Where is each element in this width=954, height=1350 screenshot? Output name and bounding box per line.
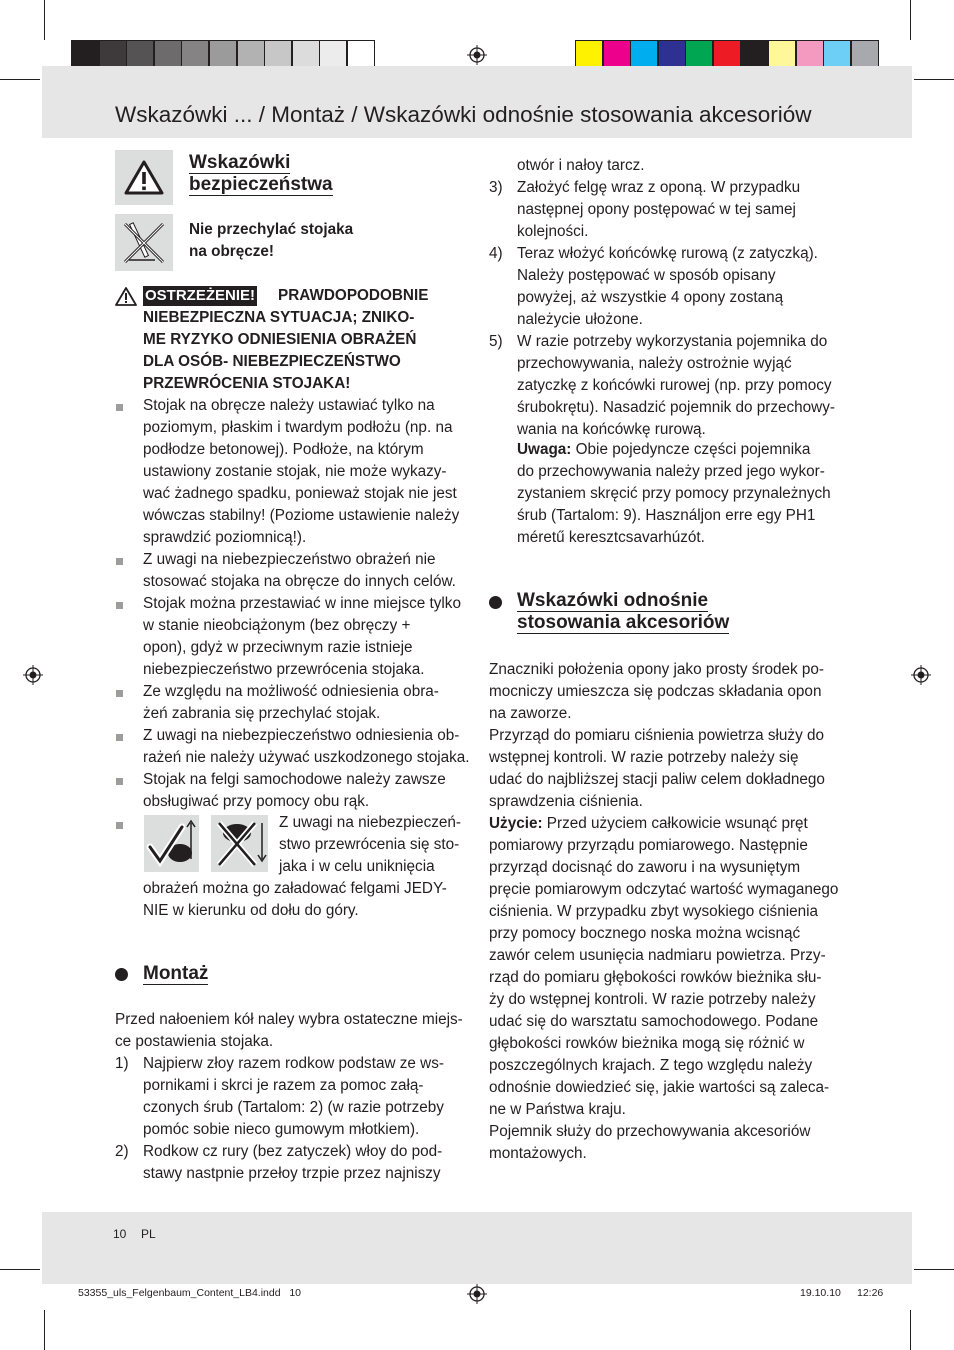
color-swatch — [768, 40, 796, 69]
paragraph-line: montażowych. — [489, 1145, 587, 1162]
bullet-line: niebezpieczeństwo przewrócenia stojaka. — [143, 661, 425, 678]
step-number: 3) — [489, 179, 503, 196]
step-text — [517, 331, 835, 441]
load-bad-icon-box — [211, 815, 268, 872]
crop-mark — [0, 79, 40, 80]
color-swatch — [630, 40, 658, 69]
step-line: Należy postępować w sposób opisany — [517, 267, 776, 284]
step-line: kolejności. — [517, 223, 589, 240]
color-swatch — [713, 40, 741, 69]
warning-triangle-icon — [115, 287, 137, 306]
paragraph-line: udać do najbliższej stacji paliw celem dokładnego — [489, 771, 825, 788]
bullet-text — [143, 769, 446, 813]
paragraph-line: zawór celem usunięcia nadmiaru powietrza. Przy- — [489, 947, 826, 964]
bullet-line: obrażeń można go załadować felgami JEDY- — [143, 880, 447, 897]
step-line: śrubokrętu). Nasadzić pojemnik do przechowy- — [517, 399, 835, 416]
registration-mark-icon — [911, 665, 931, 685]
paragraph-line: rząd do pomiaru głębokości rowków bieżnika słu- — [489, 969, 822, 986]
crop-mark — [910, 1310, 911, 1350]
bullet-text — [143, 593, 461, 681]
color-swatch — [181, 40, 209, 69]
section-bullet — [115, 968, 128, 981]
page-number: 10 — [113, 1227, 127, 1241]
load-wrong-icon — [211, 815, 268, 872]
paragraph-line: udać się do warsztatu samochodowego. Podane — [489, 1013, 819, 1030]
note-paragraph: Uwaga: Obie pojedyncze części pojemnika — [517, 441, 811, 458]
load-ok-icon-box — [144, 815, 199, 872]
bullet-line: Z uwagi na niebezpieczeń- — [279, 814, 461, 831]
section-bullet — [489, 596, 502, 609]
step-number: 1) — [115, 1055, 129, 1072]
paragraph-line: Pojemnik służy do przechowywania akcesoriów — [489, 1123, 811, 1140]
step-continuation: otwór i nałoy tarcz. — [517, 157, 645, 174]
warning-triangle-icon — [115, 150, 173, 205]
step-text — [143, 1141, 442, 1185]
bullet-line: Ze względu na możliwość odniesienia obra- — [143, 683, 439, 700]
bullet-line: NIE w kierunku od dołu do góry. — [143, 902, 359, 919]
language-code: PL — [141, 1227, 156, 1241]
color-swatch — [154, 40, 182, 69]
accessories-paragraph-2 — [489, 835, 838, 1165]
color-swatch — [347, 40, 375, 69]
step-line: stawy nastpnie przełoy trzpie przez najniszy — [143, 1165, 441, 1182]
print-date: 19.10.10 — [800, 1287, 841, 1299]
bullet-square — [116, 558, 123, 565]
load-from-bottom-icon — [144, 815, 199, 872]
bullet-line: w stanie nieobciążonym (bez obręczy + — [143, 617, 411, 634]
usage-paragraph: Użycie: Przed użyciem całkowicie wsunąć pręt — [489, 815, 808, 832]
bullet-text — [143, 549, 456, 593]
file-slug: 53355_uls_Felgenbaum_Content_LB4.indd 10 — [78, 1287, 302, 1299]
paragraph-line: Znaczniki położenia opony jako prosty środek po- — [489, 661, 825, 678]
print-time: 12:26 — [857, 1287, 884, 1299]
bullet-text — [143, 725, 470, 769]
color-swatch — [741, 40, 769, 69]
step-line: Najpierw złoy razem rodkow podstaw ze ws- — [143, 1055, 444, 1072]
paragraph-line: ne w Państwa kraju. — [489, 1101, 626, 1118]
note-line: zystaniem skręcić przy pomocy przynależnych — [517, 485, 831, 502]
crop-mark — [914, 1269, 954, 1270]
bullet-line: Stojak na felgi samochodowe należy zawsze — [143, 771, 446, 788]
paragraph-line: ży do wstępnej kontroli. W razie potrzeby należy — [489, 991, 816, 1008]
registration-mark-icon — [467, 45, 487, 65]
bullet-square — [116, 778, 123, 785]
warning-icon-box — [115, 150, 173, 205]
bullet-line: Stojak można przestawiać w inne miejsce tylko — [143, 595, 461, 612]
color-swatch — [126, 40, 154, 69]
crop-mark — [914, 79, 954, 80]
bullet-line: Stojak na obręcze należy ustawiać tylko na — [143, 397, 435, 414]
color-swatch — [823, 40, 851, 69]
footer-band — [42, 1212, 912, 1284]
bullet-square — [116, 690, 123, 697]
color-swatch — [99, 40, 127, 69]
bullet-line: podłodze betonowej). Podłoże, na którym — [143, 441, 424, 458]
color-swatch — [796, 40, 824, 69]
bullet-line: rażeń nie należy używać uszkodzonego stojaka. — [143, 749, 470, 766]
intro-line: ce postawienia stojaka. — [115, 1033, 274, 1050]
bullet-square — [116, 602, 123, 609]
bullet-line: jaka i w celu uniknięcia — [279, 858, 435, 875]
paragraph-line: mocniczy umieszcza się podczas składania opon — [489, 683, 822, 700]
paragraph-line: poszczególnych krajach. Z tego względu należy — [489, 1057, 813, 1074]
bullet-text — [143, 681, 439, 725]
step-line: czonych śrub (Tartalom: 2) (w razie potrzeby — [143, 1099, 444, 1116]
last-bullet-side-text — [279, 812, 461, 878]
color-swatch — [851, 40, 879, 69]
crop-mark — [44, 0, 45, 40]
step-line: zatyczkę z końcówki rurowej (np. przy pomocy — [517, 377, 832, 394]
step-line: następnej opony postępować w tej samej — [517, 201, 796, 218]
bullet-square — [116, 734, 123, 741]
paragraph-line: pręcie pomiarowym odczytać wartość wymaganego — [489, 881, 839, 898]
step-line: wania na końcówkę rurową. — [517, 421, 706, 438]
paragraph-line: na zaworze. — [489, 705, 572, 722]
paragraph-line: przy pomocy bocznego noska można wcisnąć — [489, 925, 801, 942]
color-swatch — [209, 40, 237, 69]
bullet-square — [116, 404, 123, 411]
bullet-line: stosować stojaka na obręcze do innych celów. — [143, 573, 456, 590]
step-number: 4) — [489, 245, 503, 262]
step-text — [517, 243, 818, 331]
bullet-line: stwo przewrócenia się sto- — [279, 836, 460, 853]
warning-label: OSTRZEŻENIE! — [145, 287, 256, 304]
color-swatch — [237, 40, 265, 69]
paragraph-line: wstępnej kontroli. W razie potrzeby należy się — [489, 749, 799, 766]
step-text — [143, 1053, 444, 1141]
bullet-square — [116, 822, 123, 829]
intro-line: Przed nałoeniem kół naley wybra ostateczne miejs- — [115, 1011, 463, 1028]
bullet-line: żeń zabrania się przechylać stojak. — [143, 705, 381, 722]
step-line: Teraz włożyć końcówkę rurową (z zatyczką). — [517, 245, 818, 262]
paragraph-line: głębokości rowków bieżnika mogą się różnić w — [489, 1035, 805, 1052]
paragraph-line: sprawdzenia ciśnienia. — [489, 793, 643, 810]
color-swatch — [264, 40, 292, 69]
step-line: należycie ułożone. — [517, 311, 643, 328]
step-number: 2) — [115, 1143, 129, 1160]
warning-text: PRAWDOPODOBNIE — [278, 287, 429, 304]
color-swatch — [292, 40, 320, 69]
bullet-line: Z uwagi na niebezpieczeństwo odniesienia ob- — [143, 727, 460, 744]
safety-heading: Wskazówki bezpieczeństwa — [189, 152, 333, 195]
bullet-line: poziomym, płaskim i twardym podłożu (np. na — [143, 419, 453, 436]
paragraph-line: Przyrząd do pomiaru ciśnienia powietrza służy do — [489, 727, 824, 744]
step-line: pornikami i skrci je razem za pomoc załą- — [143, 1077, 424, 1094]
no-tilt-warning: Nie przechylać stojaka na obręcze! — [189, 221, 354, 260]
step-line: pomóc sobie nieco gumowym młotkiem). — [143, 1121, 420, 1138]
step-line: przechowywania, należy ostrożnie wyjąć — [517, 355, 792, 372]
note-lines — [517, 461, 831, 549]
no-tilt-icon-box — [115, 214, 173, 271]
step-number: 5) — [489, 333, 503, 350]
paragraph-line: pomiarowy przyrządu pomiarowego. Następnie — [489, 837, 808, 854]
bullet-line: obsługiwać przy pomocy obu rąk. — [143, 793, 370, 810]
bullet-line: wać żadnego spadku, ponieważ stojak nie jest — [143, 485, 457, 502]
registration-mark-icon — [467, 1284, 487, 1304]
step-line: Rodkow cz rury (bez zatyczek) włoy do pod- — [143, 1143, 443, 1160]
color-swatch — [319, 40, 347, 69]
warning-text-cont: NIEBEZPIECZNA SYTUACJA; ZNIKO- ME RYZYKO ODNIESIENIA OBRAŻEŃ DLA OSÓB- NIEBEZPIECZEŃSTWO PRZEWRÓCENIA STOJAKA! — [143, 309, 417, 392]
note-line: śrub (Tartalom: 9). Használjon erre egy PH1 — [517, 507, 816, 524]
step-line: Założyć felgę wraz z oponą. W przypadku — [517, 179, 801, 196]
montaz-intro — [115, 1009, 463, 1053]
note-line: do przechowywania należy przed jego wykor- — [517, 463, 825, 480]
bullet-text — [143, 395, 459, 549]
bullet-line: Z uwagi na niebezpieczeństwo obrażeń nie — [143, 551, 436, 568]
no-tilt-stand-icon — [115, 214, 173, 271]
note-line: méretű keresztcsavarhúzót. — [517, 529, 705, 546]
paragraph-line: przyrząd docisnąć do zaworu i na wysuniętym — [489, 859, 801, 876]
color-swatch — [575, 40, 603, 69]
accessories-heading: Wskazówki odnośnie stosowania akcesoriów — [517, 590, 730, 633]
montaz-heading: Montaż — [143, 963, 209, 984]
bullet-line: wówczas stabilny! (Poziome ustawienie należy — [143, 507, 460, 524]
color-swatch — [71, 40, 99, 69]
color-swatch — [658, 40, 686, 69]
step-text — [517, 177, 800, 243]
bullet-line: opon), gdyż w przeciwnym razie istnieje — [143, 639, 413, 656]
crop-mark — [44, 1310, 45, 1350]
bullet-line: sprawdzić poziomnicą!). — [143, 529, 307, 546]
registration-mark-icon — [23, 665, 43, 685]
color-swatch — [603, 40, 631, 69]
bullet-line: ustawiony zostanie stojak, nie może wykazy- — [143, 463, 447, 480]
crop-mark — [0, 1269, 40, 1270]
paragraph-line: odnośnie dowiedzieć się, jakie wartości są zaleca- — [489, 1079, 830, 1096]
accessories-paragraph-1 — [489, 659, 825, 813]
paragraph-line: ciśnienia. W przypadku zbyt wysokiego ciśnienia — [489, 903, 819, 920]
step-line: powyżej, aż wszystkie 4 opony zostaną — [517, 289, 784, 306]
last-bullet-full-text — [143, 878, 447, 922]
crop-mark — [910, 0, 911, 40]
color-swatch — [685, 40, 713, 69]
step-line: W razie potrzeby wykorzystania pojemnika do — [517, 333, 828, 350]
page-title: Wskazówki ... / Montaż / Wskazówki odnośnie stosowania akcesoriów — [115, 102, 812, 127]
